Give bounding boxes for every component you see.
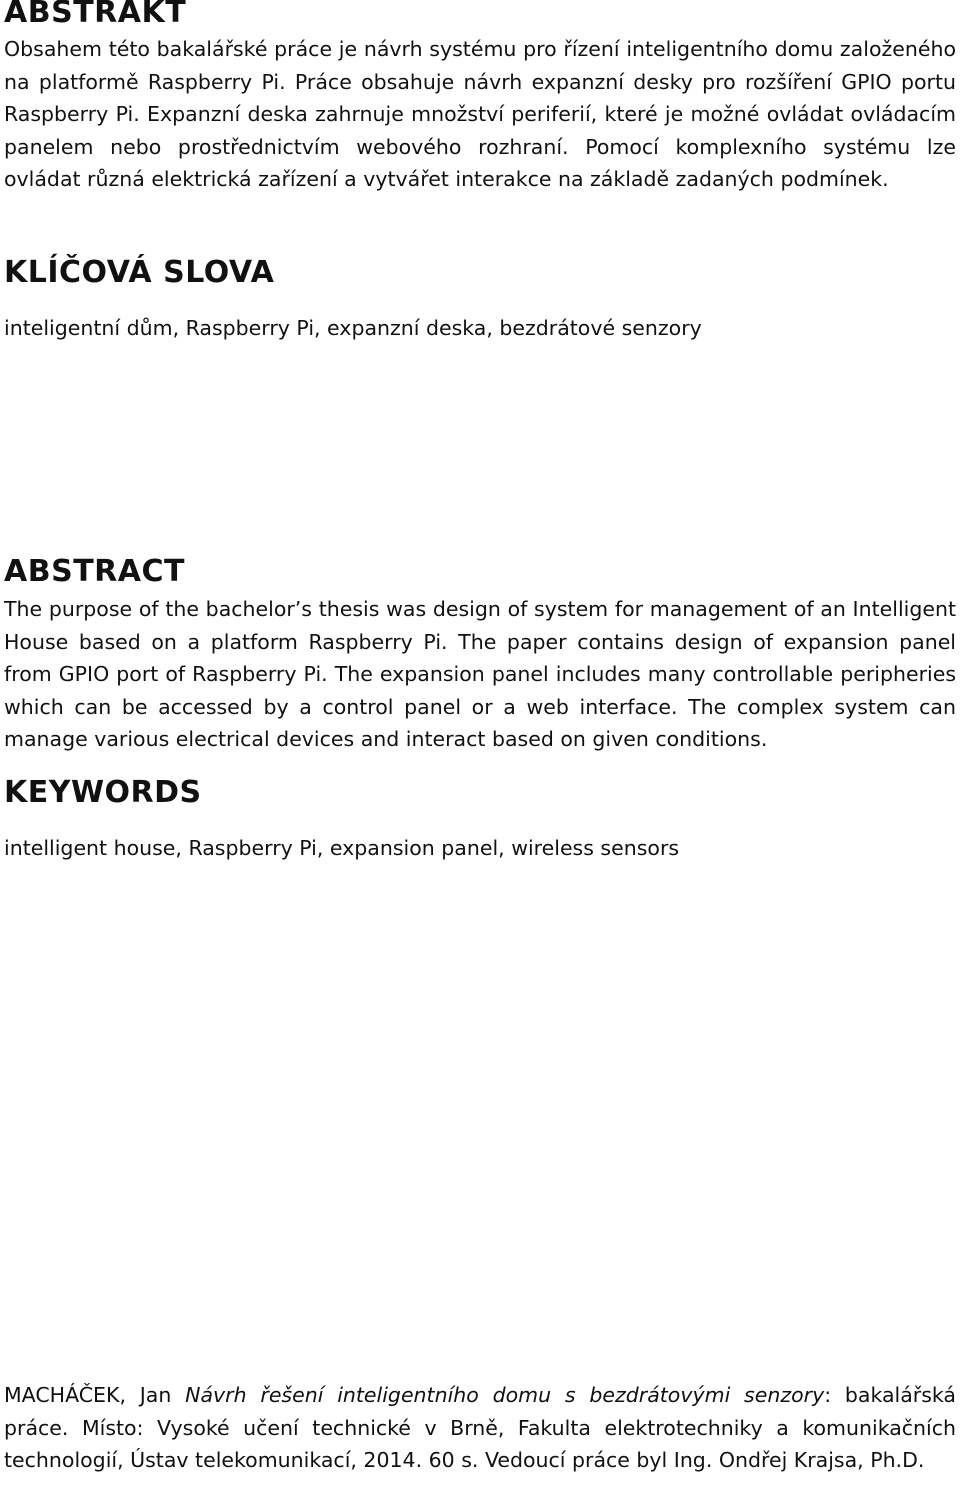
abstract-heading: ABSTRACT bbox=[4, 554, 185, 589]
citation-author: MACHÁČEK, Jan bbox=[4, 1383, 172, 1407]
klicova-slova-text: inteligentní dům, Raspberry Pi, expanzní deska, bezdrátové senzory bbox=[4, 316, 702, 340]
abstrakt-heading: ABSTRAKT bbox=[4, 0, 187, 30]
abstract-text: The purpose of the bachelor’s thesis was design of system for management of an Intelligent House based on a platform Raspberry Pi. The paper contains design of expansion panel from GPIO port of Raspberry Pi. The expansion panel includes many controllable peripheries which can be accessed by a control panel or a web interface. The complex system can manage various electrical devices and interact based on given conditions. bbox=[4, 597, 956, 752]
klicova-slova-heading: KLÍČOVÁ SLOVA bbox=[4, 255, 275, 290]
abstrakt-section bbox=[4, 0, 956, 28]
citation bbox=[4, 1379, 956, 1477]
document-page bbox=[4, 0, 956, 1511]
abstract-section bbox=[4, 554, 956, 589]
keywords-section bbox=[4, 775, 956, 810]
abstrakt-text: Obsahem této bakalářské práce je návrh systému pro řízení inteligentního domu založeného na platformě Raspberry Pi. Práce obsahuje návrh expanzní desky pro rozšíření GPIO portu Raspberry Pi. Expanzní deska zahrnuje množství periferií, které je možné ovládat ovládacím panelem nebo prostřednictvím webového rozhraní. Pomocí komplexního systému lze ovládat různá elektrická zařízení a vytvářet interakce na základě zadaných podmínek. bbox=[4, 37, 956, 192]
keywords-heading: KEYWORDS bbox=[4, 775, 202, 810]
citation-title: Návrh řešení inteligentního domu s bezdrátovými senzory bbox=[185, 1383, 825, 1407]
citation-details: : bakalářská práce. Místo: Vysoké učení technické v Brně, Fakulta elektrotechniky a komunikačních technologií, Ústav telekomunikací, 2014. 60 s. Vedoucí práce byl Ing. Ondřej Krajsa, Ph.D. bbox=[4, 1383, 956, 1473]
keywords-text: intelligent house, Raspberry Pi, expansion panel, wireless sensors bbox=[4, 836, 680, 860]
klicova-slova-section bbox=[4, 255, 956, 290]
